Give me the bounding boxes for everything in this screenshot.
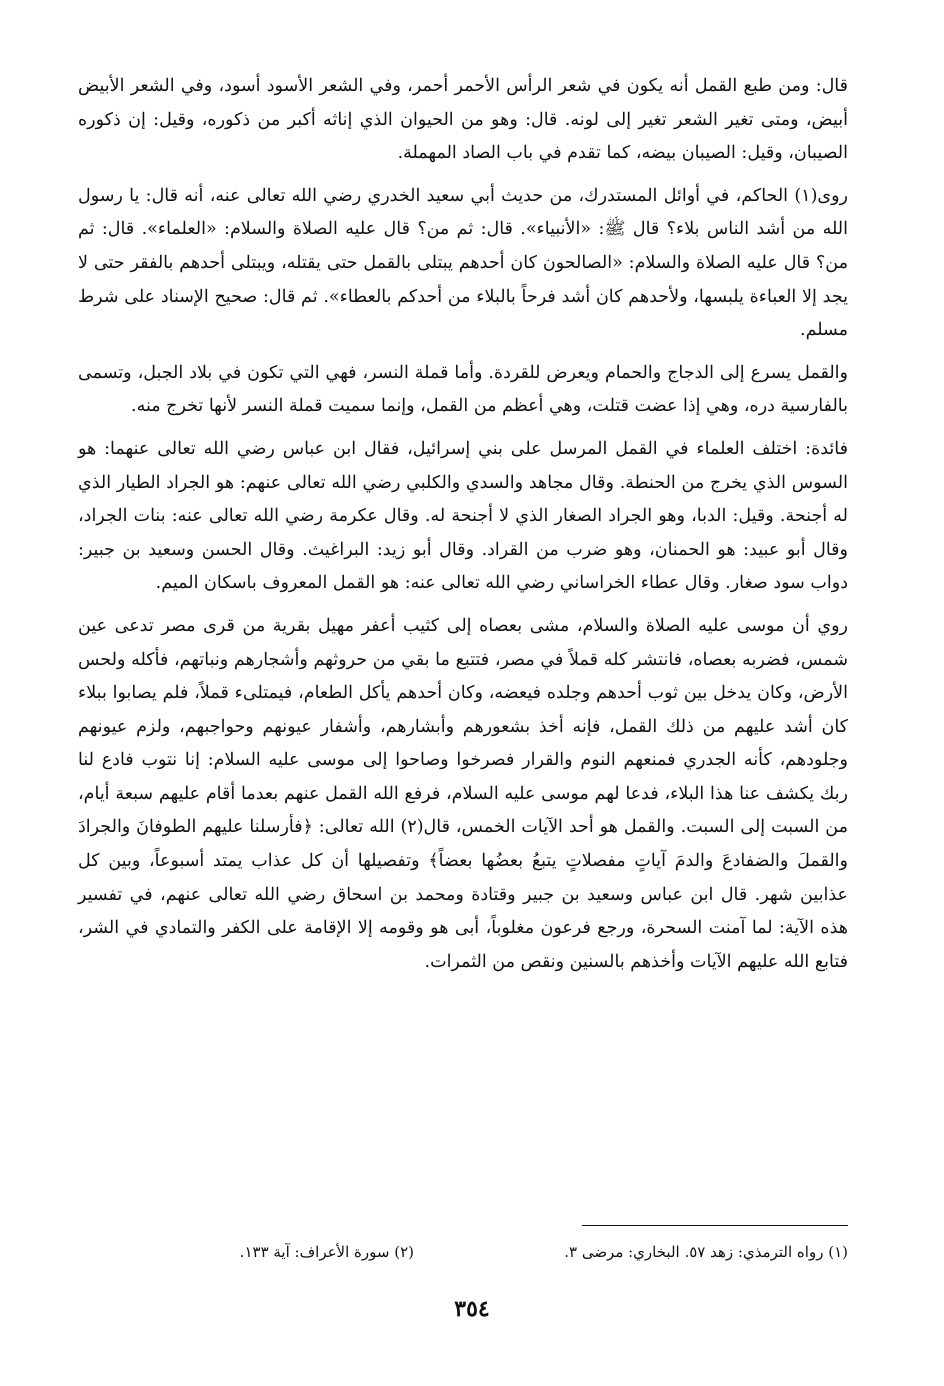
paragraph-3: والقمل يسرع إلى الدجاج والحمام ويعرض للقردة. وأما قملة النسر، فهي التي تكون في بلاد الجبل، وتسمى بالفارسية دره، وهي إذا عضت قتلت، وهي أعظم من القمل، وإنما سميت قملة النسر لأنها تخرج منه. [78,362,848,417]
page-number: ٣٥٤ [454,1296,490,1322]
paragraph-5: روي أن موسى عليه الصلاة والسلام، مشى بعصاه إلى كثيب أعفر مهيل بقرية من قرى مصر تدعى عين شمس، فضربه بعصاه، فانتشر كله قملاً في مصر، فتتبع ما بقي من حروثهم وأشجارهم ونباتهم، فأكله ولحس الأرض، وكان يدخل بين ثوب أحدهم وجلده فيعضه، وكان أحدهم يأكل الطعام، فيمتلىء قملاً، فلم يصابوا ببلاء كان أشد عليهم من ذلك القمل، فإنه أخذ بشعورهم وأبشارهم، وأشفار عيونهم وحواجبهم، ولزم عيونهم وجلودهم، كأنه الجدري فمنعهم النوم والقرار فصرخوا وصاحوا إلى موسى عليه السلام: إنا نتوب فادع لنا ربك يكشف عنا هذا البلاء، فدعا لهم موسى عليه السلام، فرفع الله القمل عنهم بعدما أقام عليهم سبعة أيام، من السبت إلى السبت. والقمل هو أحد الآيات الخمس، قال(٢) الله تعالى: ﴿فأرسلنا عليهم الطوفانَ والجرادَ والقملَ والضفادعَ والدمَ آياتٍ مفصلاتٍ يتبعُ بعضُها بعضاً﴾ وتفصيلها أن كل عذاب يمتد أسبوعاً، وبين كل عذابين شهر. قال ابن عباس وسعيد بن جبير وقتادة ومحمد بن اسحاق رضي الله تعالى عنهم، في تفسير هذه الآية: لما آمنت السحرة، ورجع فرعون مغلوباً، أبى هو وقومه إلا الإقامة على الكفر والتمادي في الشر، فتابع الله عليهم الآيات وأخذهم بالسنين ونقص من الثمرات. [78,615,848,972]
footnote-1: (١) رواه الترمذي: زهد ٥٧. البخاري: مرضى ٣. [564,1243,848,1261]
footnote-2: (٢) سورة الأعراف: آية ١٣٣. [239,1243,414,1261]
main-text [78,70,848,988]
paragraph-2: روى(١) الحاكم، في أوائل المستدرك، من حديث أبي سعيد الخدري رضي الله تعالى عنه، أنه قال: يا رسول الله من أشد الناس بلاء؟ قال ﷺ: «الأنبياء». قال: ثم من؟ قال عليه الصلاة والسلام: «العلماء». قال: ثم من؟ قال عليه الصلاة والسلام: «الصالحون كان أحدهم يبتلى بالقمل حتى يقتله، ويبتلى أحدهم بالفقر حتى لا يجد إلا العباءة يلبسها، ولأحدهم كان أشد فرحاً بالبلاء من أحدكم بالعطاء». ثم قال: صحيح الإسناد على شرط مسلم. [78,185,848,341]
footnote-separator [582,1225,848,1226]
paragraph-4: فائدة: اختلف العلماء في القمل المرسل على بني إسرائيل، فقال ابن عباس رضي الله تعالى عنهما: هو السوس الذي يخرج من الحنطة. وقال مجاهد والسدي والكلبي رضي الله تعالى عنهم: هو الجراد الطيار الذي له أجنحة. وقيل: الدبا، وهو الجراد الصغار الذي لا أجنحة له. وقال عكرمة رضي الله تعالى عنه: بنات الجراد، وقال أبو عبيد: هو الحمنان، وهو ضرب من القراد. وقال أبو زيد: البراغيث. وقال الحسن وسعيد بن جبير: دواب سود صغار. وقال عطاء الخراساني رضي الله تعالى عنه: هو القمل المعروف باسكان الميم. [78,438,848,594]
paragraph-1: قال: ومن طبع القمل أنه يكون في شعر الرأس الأحمر أحمر، وفي الشعر الأسود أسود، وفي الشعر الأبيض أبيض، ومتى تغير الشعر تغير إلى لونه. قال: وهو من الحيوان الذي إناثه أكبر من ذكوره، وقيل: إن ذكوره الصيبان، وقيل: الصيبان بيضه، كما تقدم في باب الصاد المهملة. [78,76,848,164]
